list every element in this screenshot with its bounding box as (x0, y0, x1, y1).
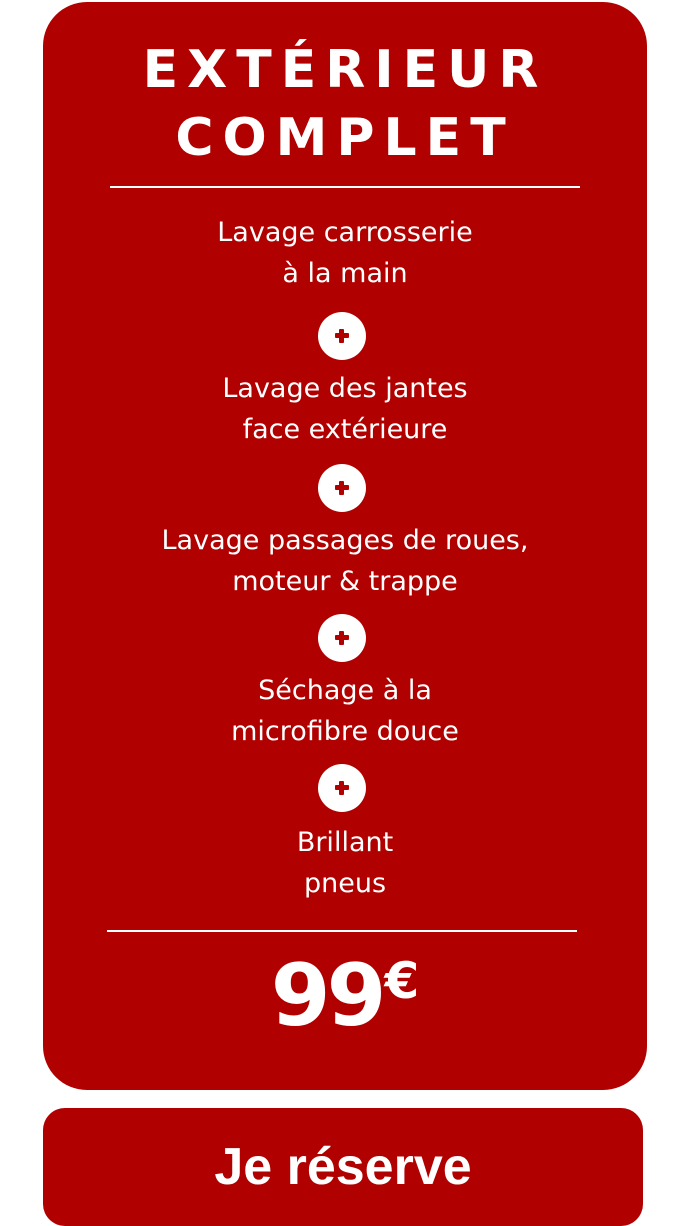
price (43, 946, 647, 1046)
plus-icon (318, 464, 366, 512)
feature-line: pneus (303, 868, 387, 899)
feature-item-drying (43, 670, 647, 752)
divider-top (110, 186, 580, 188)
feature-line: Lavage des jantes (222, 373, 468, 404)
feature-line: moteur & trappe (232, 566, 458, 597)
offer-title-line2: COMPLET (175, 108, 515, 168)
offer-title-line1: EXTÉRIEUR (142, 40, 548, 100)
feature-line: face extérieure (242, 414, 448, 445)
divider-bottom (107, 930, 577, 932)
feature-item-wheel-arches (43, 520, 647, 602)
feature-line: microfibre douce (231, 716, 459, 747)
feature-line: Lavage passages de roues, (161, 525, 529, 556)
feature-item-tires (43, 822, 647, 904)
feature-line: à la main (282, 258, 408, 289)
plus-icon (318, 764, 366, 812)
price-currency: € (384, 952, 420, 1010)
plus-icon (318, 614, 366, 662)
price-amount: 99 (270, 946, 383, 1046)
offer-card (43, 2, 647, 1090)
feature-item-bodywork (43, 212, 647, 294)
feature-line: Brillant (296, 827, 394, 858)
reserve-button[interactable]: Je réserve (43, 1108, 643, 1226)
feature-line: Séchage à la (258, 675, 432, 706)
feature-line: Lavage carrosserie (217, 217, 473, 248)
plus-icon (318, 312, 366, 360)
feature-item-wheels (43, 368, 647, 450)
